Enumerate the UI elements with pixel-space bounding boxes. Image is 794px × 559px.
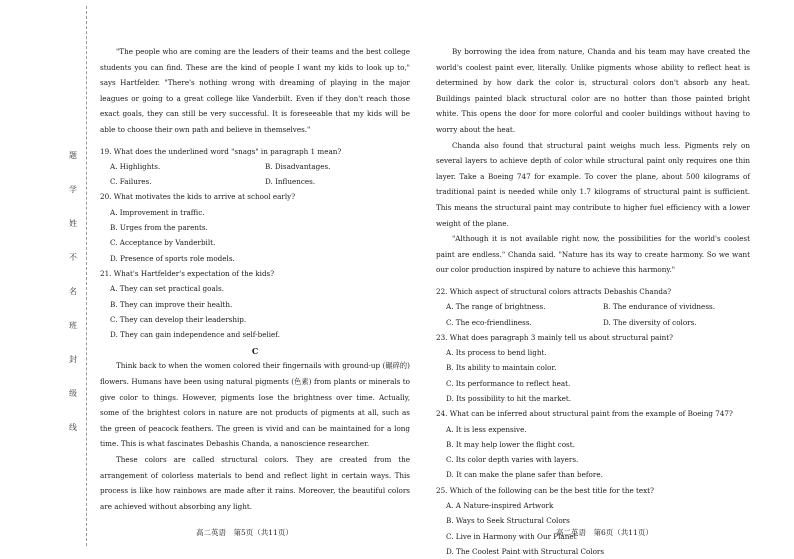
option-a: A. They can set practical goals. — [110, 284, 225, 294]
option-c: C. Its performance to reflect heat. — [446, 378, 571, 388]
page-footer: 高二英语 第6页（共11页） — [556, 528, 653, 537]
passage-paragraph: Chanda also found that structural paint weighs much less. Pigments rely on several layers to achieve depth of color while structural paint only requires one thin layer. Take a Boeing 747 for example. To cover the plane, about 500 kilograms of traditional paint is needed while only 1.7 kilograms of structural paint is sufficient. This means the structural paint may contribute to higher fuel efficiency with a lower weight of the plane. — [436, 140, 750, 228]
option-c: C. Acceptance by Vanderbilt. — [110, 238, 216, 248]
option-c: C. Failures. — [110, 177, 152, 187]
question-stem: 22. Which aspect of structural colors attracts Debashis Chanda? — [436, 286, 672, 296]
margin-mark: 题 — [69, 151, 77, 160]
question-stem: 23. What does paragraph 3 mainly tell us about structural paint? — [436, 332, 674, 342]
question-19 — [100, 144, 410, 190]
question-stem: 24. What can be inferred about structural paint from the example of Boeing 747? — [436, 409, 733, 419]
option-b: B. Urges from the parents. — [110, 223, 208, 233]
passage-paragraph: "The people who are coming are the leaders of their teams and the best college students you can find. These are the kind of people I want my kids to look up to," says Hartfelder. "There's nothing wrong with dreaming of playing in the major leagues or going to a great college like Vanderbilt. Even if they don't reach those exact goals, they can still be very successful. It is foreseeable that my kids will be able to choose their own path and believe in themselves." — [100, 47, 410, 134]
right-page-column — [436, 44, 750, 559]
option-a: A. It is less expensive. — [446, 424, 527, 434]
option-d: D. The Coolest Paint with Structural Colors — [446, 546, 605, 556]
passage-paragraph: By borrowing the idea from nature, Chanda and his team may have created the world's coolest paint ever, literally. Unlike pigments whose ability to reflect heat is determined by how dark the color is, structural colors don't absorb any heat. Buildings painted black structural color are no hotter than those painted bright white. This opens the door for more colorful and cooler buildings without having to worry about the heat. — [436, 47, 750, 134]
question-stem: 25. Which of the following can be the best title for the text? — [436, 485, 654, 495]
option-b: B. It may help lower the flight cost. — [446, 439, 575, 449]
question-stem: 20. What motivates the kids to arrive at school early? — [100, 192, 296, 202]
option-d: D. Influences. — [265, 177, 316, 187]
passage-paragraph: "Although it is not available right now, the possibilities for the world's coolest paint are endless." Chanda said. "Nature has its way to create harmony. So we want our color production inspired by nature to achieve this harmony." — [436, 234, 750, 275]
margin-mark: 姓 — [69, 219, 77, 228]
option-c: C. Its color depth varies with layers. — [446, 455, 579, 465]
margin-mark: 名 — [69, 287, 77, 296]
option-c: C. They can develop their leadership. — [110, 314, 247, 324]
question-22 — [436, 284, 750, 330]
option-d: D. Its possibility to hit the market. — [446, 393, 572, 403]
left-page-column — [100, 44, 410, 514]
question-stem: 21. What's Hartfelder's expectation of the kids? — [100, 268, 275, 278]
option-a: A. The range of brightness. — [446, 302, 546, 312]
question-25 — [436, 483, 750, 559]
option-a: A. Improvement in traffic. — [110, 207, 205, 217]
binding-line — [86, 6, 87, 546]
margin-mark: 线 — [69, 423, 77, 432]
option-b: B. Disadvantages. — [265, 161, 331, 171]
option-d: D. The diversity of colors. — [603, 317, 697, 327]
margin-mark: 封 — [69, 355, 77, 364]
option-c: C. The eco-friendliness. — [446, 317, 532, 327]
margin-mark: 学 — [69, 185, 77, 194]
option-d: D. They can gain independence and self-belief. — [110, 330, 280, 340]
option-b: B. They can improve their health. — [110, 299, 233, 309]
option-a: A. Highlights. — [110, 161, 161, 171]
option-d: D. Presence of sports role models. — [110, 253, 235, 263]
question-20 — [100, 189, 410, 265]
question-21 — [100, 266, 410, 342]
option-b: B. Its ability to maintain color. — [446, 363, 557, 373]
option-c: C. Live in Harmony with Our Planet — [446, 531, 577, 541]
page-footer: 高二英语 第5页（共11页） — [196, 528, 293, 537]
margin-mark: 级 — [69, 389, 77, 398]
margin-mark: 班 — [69, 321, 77, 330]
passage-paragraph: These colors are called structural colors. They are created from the arrangement of colorless materials to bend and reflect light in certain ways. This process is like how rainbows are made after it rains. Moreover, the beautiful colors are achieved without absorbing any light. — [100, 454, 410, 511]
option-a: A. A Nature-inspired Artwork — [446, 501, 554, 511]
option-b: B. Ways to Seek Structural Colors — [446, 516, 570, 526]
option-a: A. Its process to bend light. — [446, 348, 547, 358]
passage-paragraph: Think back to when the women colored their fingernails with ground-up (碾碎的) flowers. Humans have been using natural pigments (色素) from plants or minerals to give color to things. However, pigments lose the brightness over time. Actually, some of the brightest colors in nature are not products of pigments at all, such as the green of peacock feathers. The green is vivid and can be maintained for a long time. This is what fascinates Debashis Chanda, a nanoscience researcher. — [100, 361, 410, 449]
margin-mark: 不 — [69, 253, 77, 262]
option-b: B. The endurance of vividness. — [603, 302, 715, 312]
option-d: D. It can make the plane safer than before. — [446, 470, 603, 480]
section-heading: C — [251, 346, 259, 357]
question-23 — [436, 330, 750, 406]
question-24 — [436, 406, 750, 482]
question-stem: 19. What does the underlined word "snags" in paragraph 1 mean? — [100, 146, 342, 156]
binding-margin-labels — [66, 150, 80, 456]
